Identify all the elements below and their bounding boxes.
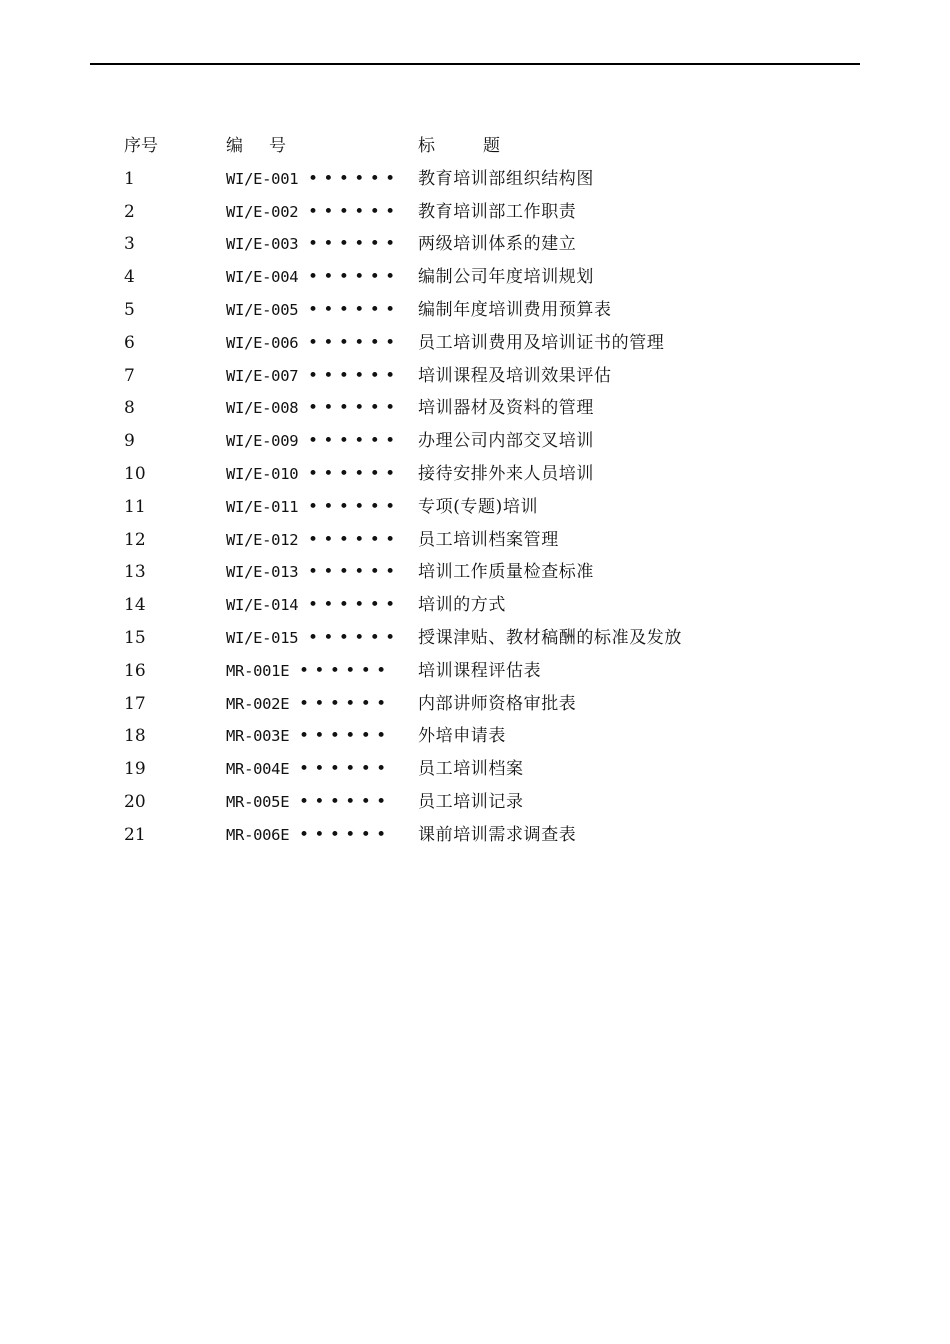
row-dot-leader: ••••••	[308, 299, 401, 320]
index-row	[124, 655, 824, 688]
row-seq-number: 5	[124, 299, 135, 320]
header-rule	[90, 63, 860, 65]
row-doc-code: MR-005E	[226, 792, 290, 811]
index-row	[124, 720, 824, 753]
row-doc-title[interactable]: 两级培训体系的建立	[418, 234, 577, 255]
row-seq-number: 8	[124, 398, 135, 419]
row-dot-leader: ••••••	[299, 824, 392, 845]
row-doc-code: MR-001E	[226, 661, 290, 680]
row-dot-leader: ••••••	[308, 496, 401, 517]
row-seq-number: 12	[124, 529, 146, 550]
row-doc-title[interactable]: 接待安排外来人员培训	[418, 463, 594, 484]
row-doc-title[interactable]: 员工培训档案	[418, 759, 524, 780]
row-seq-number: 15	[124, 627, 146, 648]
index-row	[124, 524, 824, 557]
row-doc-title[interactable]: 专项(专题)培训	[418, 496, 539, 517]
row-seq-number: 16	[124, 660, 146, 681]
row-doc-title[interactable]: 教育培训部组织结构图	[418, 168, 594, 189]
row-seq-number: 10	[124, 463, 146, 484]
row-doc-code: WI/E-010	[226, 464, 299, 483]
row-seq-number: 18	[124, 726, 146, 747]
index-row	[124, 622, 824, 655]
row-dot-leader: ••••••	[308, 201, 401, 222]
row-doc-code: WI/E-004	[226, 268, 299, 287]
row-doc-code: WI/E-014	[226, 596, 299, 615]
row-dot-leader: ••••••	[308, 529, 401, 550]
row-doc-title[interactable]: 编制公司年度培训规划	[418, 267, 594, 288]
index-row	[124, 819, 824, 852]
index-row	[124, 196, 824, 229]
index-row	[124, 753, 824, 786]
row-dot-leader: ••••••	[308, 365, 401, 386]
row-seq-number: 9	[124, 431, 135, 452]
row-doc-code: WI/E-006	[226, 333, 299, 352]
row-doc-code: MR-003E	[226, 727, 290, 746]
header-title-label: 标题	[418, 136, 548, 156]
document-index	[124, 130, 824, 852]
row-dot-leader: ••••••	[308, 562, 401, 583]
row-doc-title[interactable]: 编制年度培训费用预算表	[418, 299, 612, 320]
row-doc-title[interactable]: 员工培训记录	[418, 791, 524, 812]
row-dot-leader: ••••••	[299, 759, 392, 780]
index-row	[124, 294, 824, 327]
index-row	[124, 491, 824, 524]
row-doc-code: WI/E-001	[226, 169, 299, 188]
row-dot-leader: ••••••	[308, 234, 401, 255]
row-seq-number: 17	[124, 693, 146, 714]
row-dot-leader: ••••••	[308, 431, 401, 452]
row-dot-leader: ••••••	[308, 627, 401, 648]
row-doc-title[interactable]: 培训课程及培训效果评估	[418, 365, 612, 386]
row-doc-title[interactable]: 外培申请表	[418, 726, 506, 747]
row-seq-number: 1	[124, 168, 135, 189]
row-doc-code: WI/E-009	[226, 432, 299, 451]
row-seq-number: 19	[124, 759, 146, 780]
index-row	[124, 786, 824, 819]
row-seq-number: 21	[124, 824, 146, 845]
row-dot-leader: ••••••	[299, 791, 392, 812]
index-row	[124, 163, 824, 196]
row-doc-title[interactable]: 办理公司内部交叉培训	[418, 431, 594, 452]
index-row	[124, 228, 824, 261]
row-doc-title[interactable]: 培训的方式	[418, 595, 506, 616]
row-seq-number: 14	[124, 595, 146, 616]
row-seq-number: 6	[124, 332, 135, 353]
row-seq-number: 2	[124, 201, 135, 222]
row-doc-title[interactable]: 员工培训档案管理	[418, 529, 559, 550]
row-seq-number: 3	[124, 234, 135, 255]
row-doc-code: WI/E-005	[226, 300, 299, 319]
index-header-row	[124, 130, 824, 163]
index-row	[124, 327, 824, 360]
row-dot-leader: ••••••	[299, 693, 392, 714]
row-seq-number: 20	[124, 791, 146, 812]
row-doc-title[interactable]: 培训工作质量检查标准	[418, 562, 594, 583]
index-row	[124, 688, 824, 721]
row-doc-code: WI/E-015	[226, 628, 299, 647]
row-dot-leader: ••••••	[308, 267, 401, 288]
row-seq-number: 11	[124, 496, 146, 517]
row-dot-leader: ••••••	[308, 168, 401, 189]
row-doc-code: WI/E-002	[226, 202, 299, 221]
row-doc-code: WI/E-008	[226, 399, 299, 418]
row-dot-leader: ••••••	[308, 398, 401, 419]
row-doc-title[interactable]: 内部讲师资格审批表	[418, 693, 577, 714]
row-seq-number: 13	[124, 562, 146, 583]
row-seq-number: 4	[124, 267, 135, 288]
row-doc-title[interactable]: 培训课程评估表	[418, 660, 542, 681]
index-row	[124, 425, 824, 458]
row-dot-leader: ••••••	[308, 332, 401, 353]
index-row	[124, 360, 824, 393]
index-rows	[124, 163, 824, 852]
row-doc-title[interactable]: 培训器材及资料的管理	[418, 398, 594, 419]
header-seq-label: 序号	[124, 136, 158, 156]
row-seq-number: 7	[124, 365, 135, 386]
row-dot-leader: ••••••	[308, 595, 401, 616]
row-dot-leader: ••••••	[308, 463, 401, 484]
index-row	[124, 392, 824, 425]
row-doc-code: MR-004E	[226, 760, 290, 779]
index-row	[124, 556, 824, 589]
row-doc-code: MR-006E	[226, 825, 290, 844]
row-doc-title[interactable]: 教育培训部工作职责	[418, 201, 577, 222]
row-doc-code: WI/E-013	[226, 563, 299, 582]
header-code-label: 编号	[226, 136, 312, 156]
row-doc-title[interactable]: 员工培训费用及培训证书的管理	[418, 332, 665, 353]
row-doc-title[interactable]: 课前培训需求调查表	[418, 824, 577, 845]
row-doc-code: MR-002E	[226, 694, 290, 713]
row-doc-code: WI/E-012	[226, 530, 299, 549]
row-dot-leader: ••••••	[299, 726, 392, 747]
row-dot-leader: ••••••	[299, 660, 392, 681]
index-row	[124, 589, 824, 622]
row-doc-code: WI/E-003	[226, 235, 299, 254]
row-doc-code: WI/E-007	[226, 366, 299, 385]
index-row	[124, 261, 824, 294]
row-doc-code: WI/E-011	[226, 497, 299, 516]
index-row	[124, 458, 824, 491]
row-doc-title[interactable]: 授课津贴、教材稿酬的标准及发放	[418, 627, 682, 648]
